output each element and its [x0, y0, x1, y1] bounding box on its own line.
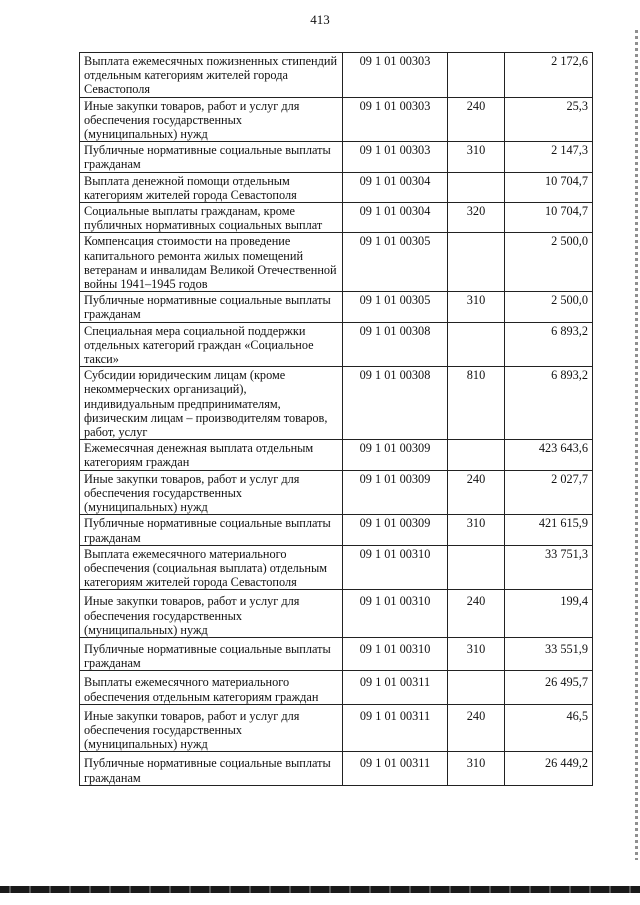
cell-expense-type — [448, 545, 505, 590]
cell-amount: 10 704,7 — [505, 203, 593, 233]
cell-name: Выплата денежной помощи отдельным категориям жителей города Севастополя — [80, 172, 343, 202]
cell-amount: 26 495,7 — [505, 671, 593, 704]
cell-name: Публичные нормативные социальные выплаты гражданам — [80, 637, 343, 670]
cell-name: Иные закупки товаров, работ и услуг для обеспечения государственных (муниципальных) нужд — [80, 470, 343, 515]
cell-code: 09 1 01 00310 — [343, 590, 448, 638]
cell-expense-type: 310 — [448, 637, 505, 670]
cell-name: Иные закупки товаров, работ и услуг для обеспечения государственных (муниципальных) нужд — [80, 590, 343, 638]
table-row — [80, 97, 593, 142]
table-row — [80, 515, 593, 545]
scan-bottom-bar — [0, 886, 640, 893]
cell-name: Выплата ежемесячных пожизненных стипендий отдельным категориям жителей города Севастополя — [80, 53, 343, 98]
cell-code: 09 1 01 00309 — [343, 470, 448, 515]
table-row — [80, 142, 593, 172]
cell-amount: 10 704,7 — [505, 172, 593, 202]
cell-expense-type: 240 — [448, 97, 505, 142]
cell-code: 09 1 01 00309 — [343, 515, 448, 545]
table-row — [80, 440, 593, 470]
cell-name: Публичные нормативные социальные выплаты гражданам — [80, 515, 343, 545]
cell-code: 09 1 01 00303 — [343, 53, 448, 98]
table-row — [80, 172, 593, 202]
cell-code: 09 1 01 00304 — [343, 203, 448, 233]
cell-expense-type: 240 — [448, 704, 505, 752]
cell-expense-type: 310 — [448, 515, 505, 545]
cell-code: 09 1 01 00310 — [343, 545, 448, 590]
cell-expense-type: 310 — [448, 142, 505, 172]
cell-amount: 2 500,0 — [505, 292, 593, 322]
cell-amount: 421 615,9 — [505, 515, 593, 545]
cell-name: Иные закупки товаров, работ и услуг для обеспечения государственных (муниципальных) нужд — [80, 97, 343, 142]
cell-name: Иные закупки товаров, работ и услуг для обеспечения государственных (муниципальных) нужд — [80, 704, 343, 752]
cell-name: Публичные нормативные социальные выплаты гражданам — [80, 752, 343, 785]
cell-code: 09 1 01 00311 — [343, 752, 448, 785]
page-number: 413 — [310, 12, 330, 27]
budget-table — [79, 52, 593, 786]
cell-expense-type — [448, 440, 505, 470]
cell-expense-type — [448, 322, 505, 367]
cell-code: 09 1 01 00308 — [343, 367, 448, 440]
cell-name: Публичные нормативные социальные выплаты гражданам — [80, 292, 343, 322]
cell-amount: 26 449,2 — [505, 752, 593, 785]
cell-expense-type: 240 — [448, 590, 505, 638]
table-row — [80, 671, 593, 704]
cell-name: Выплата ежемесячного материального обеспечения (социальная выплата) отдельным категориям жителей города Севастополя — [80, 545, 343, 590]
cell-expense-type — [448, 233, 505, 292]
cell-code: 09 1 01 00311 — [343, 671, 448, 704]
table-row — [80, 637, 593, 670]
table-row — [80, 322, 593, 367]
cell-name: Компенсация стоимости на проведение капитального ремонта жилых помещений ветеранам и инвалидам Великой Отечественной войны 1941–1945 годов — [80, 233, 343, 292]
cell-amount: 6 893,2 — [505, 322, 593, 367]
cell-amount: 46,5 — [505, 704, 593, 752]
cell-expense-type: 310 — [448, 292, 505, 322]
cell-name: Ежемесячная денежная выплата отдельным категориям граждан — [80, 440, 343, 470]
cell-amount: 6 893,2 — [505, 367, 593, 440]
table-row — [80, 545, 593, 590]
cell-amount: 2 500,0 — [505, 233, 593, 292]
cell-code: 09 1 01 00303 — [343, 142, 448, 172]
table-row — [80, 367, 593, 440]
cell-code: 09 1 01 00303 — [343, 97, 448, 142]
cell-code: 09 1 01 00305 — [343, 233, 448, 292]
cell-expense-type: 810 — [448, 367, 505, 440]
table-row — [80, 292, 593, 322]
cell-amount: 199,4 — [505, 590, 593, 638]
cell-name: Специальная мера социальной поддержки отдельных категорий граждан «Социальное такси» — [80, 322, 343, 367]
table-row — [80, 53, 593, 98]
cell-code: 09 1 01 00304 — [343, 172, 448, 202]
table-row — [80, 203, 593, 233]
cell-amount: 33 551,9 — [505, 637, 593, 670]
cell-amount: 25,3 — [505, 97, 593, 142]
table-row — [80, 752, 593, 785]
cell-code: 09 1 01 00305 — [343, 292, 448, 322]
cell-code: 09 1 01 00310 — [343, 637, 448, 670]
table-row — [80, 590, 593, 638]
cell-expense-type — [448, 53, 505, 98]
cell-name: Публичные нормативные социальные выплаты гражданам — [80, 142, 343, 172]
cell-amount: 2 027,7 — [505, 470, 593, 515]
cell-amount: 33 751,3 — [505, 545, 593, 590]
table-row — [80, 704, 593, 752]
cell-code: 09 1 01 00311 — [343, 704, 448, 752]
cell-code: 09 1 01 00309 — [343, 440, 448, 470]
cell-expense-type: 310 — [448, 752, 505, 785]
table-row — [80, 233, 593, 292]
cell-expense-type — [448, 172, 505, 202]
cell-amount: 2 147,3 — [505, 142, 593, 172]
cell-name: Субсидии юридическим лицам (кроме некоммерческих организаций), индивидуальным предпринимателям, физическим лицам – производителям товаров, работ, услуг — [80, 367, 343, 440]
cell-code: 09 1 01 00308 — [343, 322, 448, 367]
budget-table-body — [80, 53, 593, 786]
cell-name: Выплаты ежемесячного материального обеспечения отдельным категориям граждан — [80, 671, 343, 704]
cell-expense-type: 240 — [448, 470, 505, 515]
cell-amount: 2 172,6 — [505, 53, 593, 98]
cell-amount: 423 643,6 — [505, 440, 593, 470]
cell-expense-type — [448, 671, 505, 704]
cell-name: Социальные выплаты гражданам, кроме публичных нормативных социальных выплат — [80, 203, 343, 233]
table-row — [80, 470, 593, 515]
cell-expense-type: 320 — [448, 203, 505, 233]
scan-edge-artifact — [635, 30, 638, 860]
